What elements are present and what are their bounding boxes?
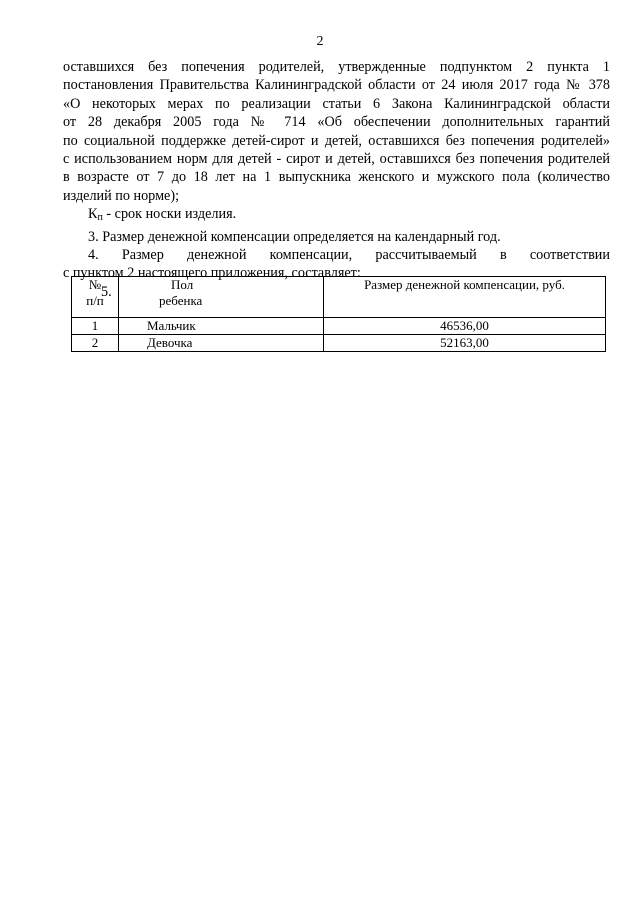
header-number-line1: №: [88, 277, 102, 292]
kn-subscript: п: [97, 212, 103, 224]
cell-sex: Мальчик: [119, 318, 324, 335]
text-line: оставшихся без попечения родителей, утвержденные подпунктом 2 пункта 1: [63, 59, 610, 75]
kn-text: - срок носки изделия.: [102, 206, 237, 223]
kn-definition: [63, 205, 610, 227]
header-sex: [119, 277, 324, 318]
header-amount: Размер денежной компенсации, руб.: [324, 277, 606, 318]
text-line: в возрасте от 7 до 18 лет на 1 выпускника женского и мужского пола (количество: [63, 169, 610, 186]
paragraph-intro: [63, 58, 610, 205]
cell-amount: 46536,00: [324, 318, 606, 335]
item-4-line-1: 4. Размер денежной компенсации, рассчитываемый в соответствии: [88, 247, 610, 264]
table-row: [72, 318, 606, 335]
kn-symbol: К: [88, 206, 98, 223]
table-row: [72, 335, 606, 352]
item-3: 3. Размер денежной компенсации определяется на календарный год.: [88, 228, 501, 245]
text-line: изделий по норме);: [63, 187, 180, 204]
text-line: с использованием норм для детей - сирот и детей, оставшихся без попечения родителей: [63, 151, 610, 168]
cell-number: 2: [72, 335, 119, 352]
header-number-line2: п/п: [86, 293, 104, 308]
item-5: 5.: [101, 283, 112, 300]
cell-sex: Девочка: [119, 335, 324, 352]
text-line: «О некоторых мерах по реализации статьи 6 Закона Калининградской области: [63, 95, 610, 112]
header-number: [72, 277, 119, 318]
text-line: от 28 декабря 2005 года № 714 «Об обеспечении дополнительных гарантий: [63, 114, 610, 131]
text-line: по социальной поддержке детей-сирот и детей, оставшихся без попечения родителей»: [63, 132, 610, 149]
cell-number: 1: [72, 318, 119, 335]
item-4-line-2: с пунктом 2 настоящего приложения, составляет:: [63, 265, 361, 282]
page-number: 2: [316, 34, 324, 49]
cell-amount: 52163,00: [324, 335, 606, 352]
table-header-row: [72, 277, 606, 318]
document-body: [63, 58, 610, 301]
header-sex-line2: ребенка: [159, 293, 203, 308]
text-line: постановления Правительства Калининградской области от 24 июля 2017 года № 378: [63, 77, 610, 94]
header-sex-line1: Пол: [171, 277, 194, 292]
compensation-table: [71, 276, 606, 352]
